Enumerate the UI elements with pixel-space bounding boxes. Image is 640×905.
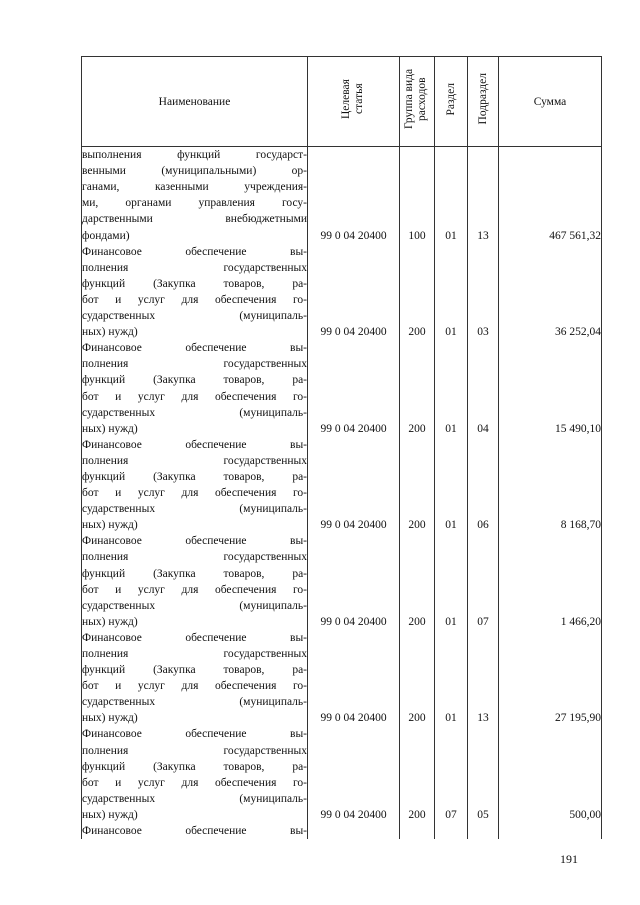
row-name [82,340,308,437]
row-name [82,533,308,630]
name-line: сударственных (муниципаль- [82,696,307,709]
name-line: дарственными внебюджетными [82,213,307,226]
row-subsection: 04 [468,340,499,437]
name-line: полнения государственных [82,261,307,274]
name-line: ных) нужд) [82,422,138,435]
row-subsection [468,823,499,839]
row-subsection: 13 [468,630,499,727]
name-line: ганами, казенными учреждения- [82,181,307,194]
name-line: функций (Закупка товаров, ра- [82,277,307,290]
table-row [82,630,602,727]
row-expense-group: 200 [400,340,435,437]
name-line: Финансовое обеспечение вы- [82,825,307,838]
header-name: Наименование [82,57,308,147]
table-row [82,533,602,630]
row-target-article: 99 0 04 20400 [308,340,400,437]
row-amount: 1 466,20 [499,533,602,630]
name-line: ных) нужд) [82,712,138,725]
name-line: полнения государственных [82,551,307,564]
page-number: 191 [560,852,578,866]
row-expense-group: 200 [400,437,435,534]
row-target-article: 99 0 04 20400 [308,533,400,630]
row-name [82,244,308,341]
row-target-article: 99 0 04 20400 [308,630,400,727]
table-row [82,147,602,244]
row-section: 01 [435,340,468,437]
row-target-article: 99 0 04 20400 [308,726,400,823]
row-expense-group: 200 [400,533,435,630]
name-line: бот и услуг для обеспечения го- [82,776,307,789]
row-section: 07 [435,726,468,823]
header-subsection: Подраздел [468,57,499,147]
name-line: сударственных (муниципаль- [82,792,307,805]
name-line: бот и услуг для обеспечения го- [82,390,307,403]
name-line: фондами) [82,229,130,242]
header-expense-group: Группа вида расходов [400,57,435,147]
row-section: 01 [435,437,468,534]
row-amount [499,823,602,839]
header-target-article: Целевая статья [308,57,400,147]
name-line: функций (Закупка товаров, ра- [82,664,307,677]
row-expense-group: 200 [400,630,435,727]
row-subsection: 03 [468,244,499,341]
name-line: сударственных (муниципаль- [82,599,307,612]
table-row [82,340,602,437]
name-line: сударственных (муниципаль- [82,406,307,419]
row-section: 01 [435,533,468,630]
name-line: Финансовое обеспечение вы- [82,438,307,451]
name-line: бот и услуг для обеспечения го- [82,583,307,596]
name-line: Финансовое обеспечение вы- [82,728,307,741]
table-body [82,147,602,840]
header-amount: Сумма [499,57,602,147]
row-amount: 467 561,32 [499,147,602,244]
row-target-article: 99 0 04 20400 [308,437,400,534]
row-target-article: 99 0 04 20400 [308,147,400,244]
header-row [82,57,602,147]
table-row [82,726,602,823]
row-name [82,823,308,839]
name-line: полнения государственных [82,358,307,371]
name-line: выполнения функций государст- [82,149,307,162]
budget-table [81,56,602,839]
name-line: полнения государственных [82,744,307,757]
row-section: 01 [435,244,468,341]
name-line: ных) нужд) [82,615,138,628]
row-section: 01 [435,630,468,727]
name-line: функций (Закупка товаров, ра- [82,760,307,773]
row-amount: 27 195,90 [499,630,602,727]
row-amount: 8 168,70 [499,437,602,534]
row-amount: 15 490,10 [499,340,602,437]
name-line: функций (Закупка товаров, ра- [82,567,307,580]
name-line: бот и услуг для обеспечения го- [82,487,307,500]
header-section: Раздел [435,57,468,147]
name-line: ных) нужд) [82,519,138,532]
name-line: сударственных (муниципаль- [82,310,307,323]
name-line: функций (Закупка товаров, ра- [82,374,307,387]
row-expense-group: 200 [400,244,435,341]
row-subsection: 06 [468,437,499,534]
name-line: ми, органами управления госу- [82,197,307,210]
table-row [82,437,602,534]
row-subsection: 13 [468,147,499,244]
name-line: функций (Закупка товаров, ра- [82,470,307,483]
name-line: Финансовое обеспечение вы- [82,245,307,258]
row-expense-group: 100 [400,147,435,244]
table-row [82,244,602,341]
name-line: полнения государственных [82,648,307,660]
name-line: бот и услуг для обеспечения го- [82,293,307,306]
row-subsection: 07 [468,533,499,630]
name-line: сударственных (муниципаль- [82,503,307,516]
row-name [82,437,308,534]
name-line: Финансовое обеспечение вы- [82,535,307,548]
row-expense-group [400,823,435,839]
row-name [82,630,308,727]
row-name [82,147,308,244]
row-section [435,823,468,839]
name-line: Финансовое обеспечение вы- [82,342,307,355]
name-line: ных) нужд) [82,326,138,339]
name-line: полнения государственных [82,454,307,467]
row-target-article [308,823,400,839]
name-line: ных) нужд) [82,808,138,821]
name-line: бот и услуг для обеспечения го- [82,680,307,693]
name-line: венными (муниципальными) ор- [82,165,307,178]
row-expense-group: 200 [400,726,435,823]
name-line: Финансовое обеспечение вы- [82,631,307,644]
table-row [82,823,602,839]
row-subsection: 05 [468,726,499,823]
row-amount: 500,00 [499,726,602,823]
row-amount: 36 252,04 [499,244,602,341]
row-target-article: 99 0 04 20400 [308,244,400,341]
row-name [82,726,308,823]
row-section: 01 [435,147,468,244]
